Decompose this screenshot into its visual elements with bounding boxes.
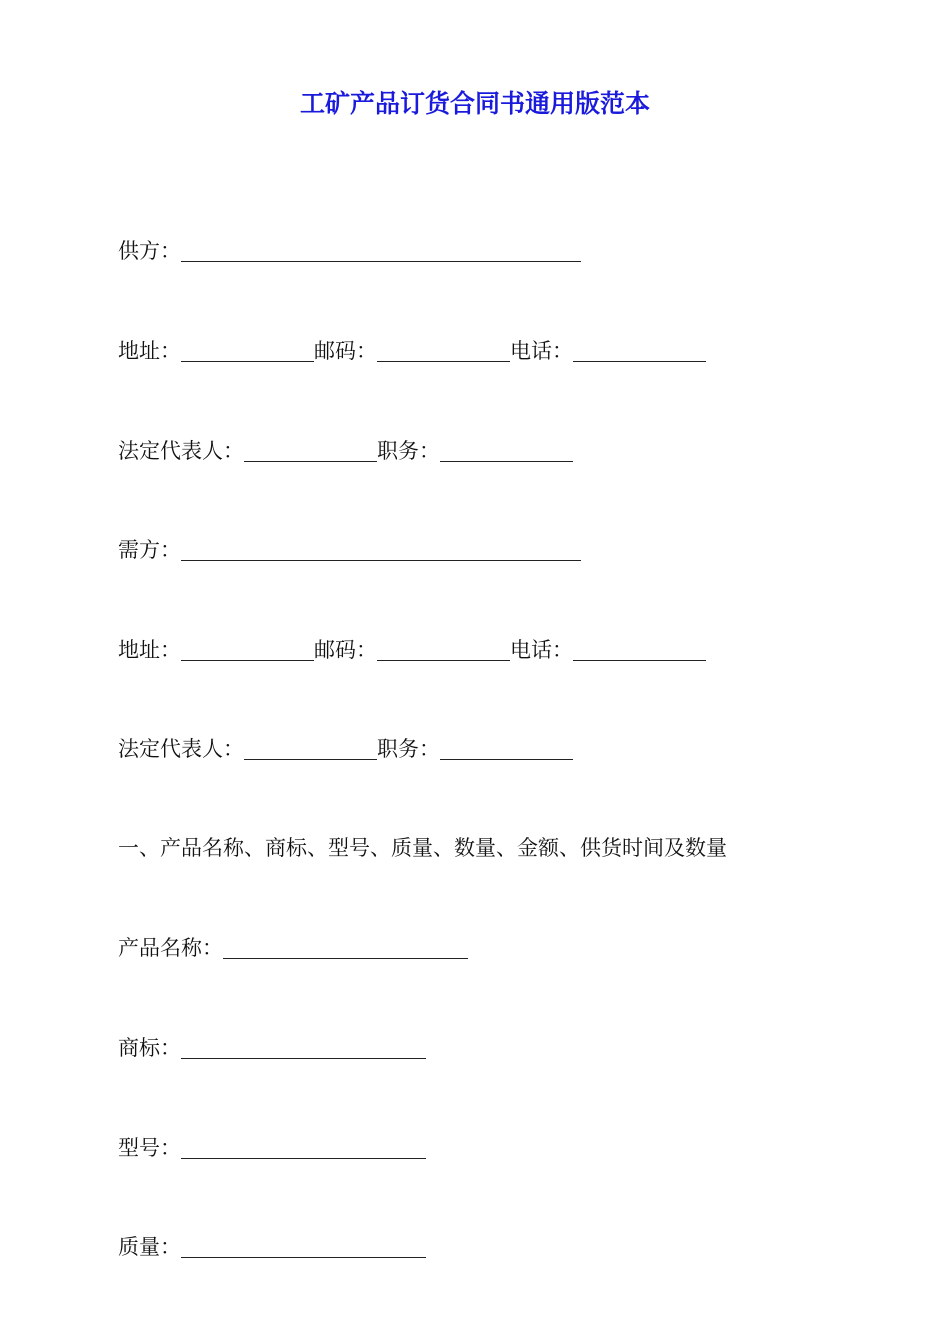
model-blank[interactable]: [181, 1136, 426, 1159]
supplier-postcode-blank[interactable]: [377, 339, 510, 362]
buyer-name-row: [118, 535, 581, 565]
trademark-blank[interactable]: [181, 1036, 426, 1059]
trademark-label: 商标：: [118, 1036, 181, 1060]
model-row: [118, 1133, 426, 1163]
buyer-name-label: 需方：: [118, 538, 181, 562]
supplier-contact-row: [118, 336, 706, 366]
supplier-position-blank[interactable]: [440, 439, 573, 462]
supplier-position-label: 职务：: [377, 439, 440, 463]
model-label: 型号：: [118, 1136, 181, 1160]
quality-label: 质量：: [118, 1235, 181, 1259]
product-name-blank[interactable]: [223, 936, 468, 959]
quality-row: [118, 1232, 426, 1262]
document-title: 工矿产品订货合同书通用版范本: [299, 89, 650, 118]
supplier-phone-label: 电话：: [510, 339, 573, 363]
supplier-legal-rep-blank[interactable]: [244, 439, 377, 462]
buyer-contact-row: [118, 635, 706, 665]
buyer-postcode-blank[interactable]: [377, 638, 510, 661]
product-name-label: 产品名称：: [118, 936, 223, 960]
section1-heading-row: [118, 833, 727, 863]
quality-blank[interactable]: [181, 1235, 426, 1258]
supplier-phone-blank[interactable]: [573, 339, 706, 362]
supplier-name-row: [118, 236, 581, 266]
supplier-legal-rep-label: 法定代表人：: [118, 439, 244, 463]
supplier-rep-row: [118, 436, 573, 466]
buyer-position-blank[interactable]: [440, 737, 573, 760]
buyer-name-blank[interactable]: [181, 538, 581, 561]
buyer-phone-blank[interactable]: [573, 638, 706, 661]
buyer-rep-row: [118, 734, 573, 764]
product-name-row: [118, 933, 468, 963]
supplier-postcode-label: 邮码：: [314, 339, 377, 363]
buyer-phone-label: 电话：: [510, 638, 573, 662]
trademark-row: [118, 1033, 426, 1063]
buyer-postcode-label: 邮码：: [314, 638, 377, 662]
buyer-legal-rep-blank[interactable]: [244, 737, 377, 760]
supplier-address-blank[interactable]: [181, 339, 314, 362]
buyer-address-label: 地址：: [118, 638, 181, 662]
supplier-name-label: 供方：: [118, 239, 181, 263]
supplier-name-blank[interactable]: [181, 239, 581, 262]
buyer-address-blank[interactable]: [181, 638, 314, 661]
supplier-address-label: 地址：: [118, 339, 181, 363]
buyer-position-label: 职务：: [377, 737, 440, 761]
section1-heading: 一、产品名称、商标、型号、质量、数量、金额、供货时间及数量: [118, 836, 727, 860]
buyer-legal-rep-label: 法定代表人：: [118, 737, 244, 761]
